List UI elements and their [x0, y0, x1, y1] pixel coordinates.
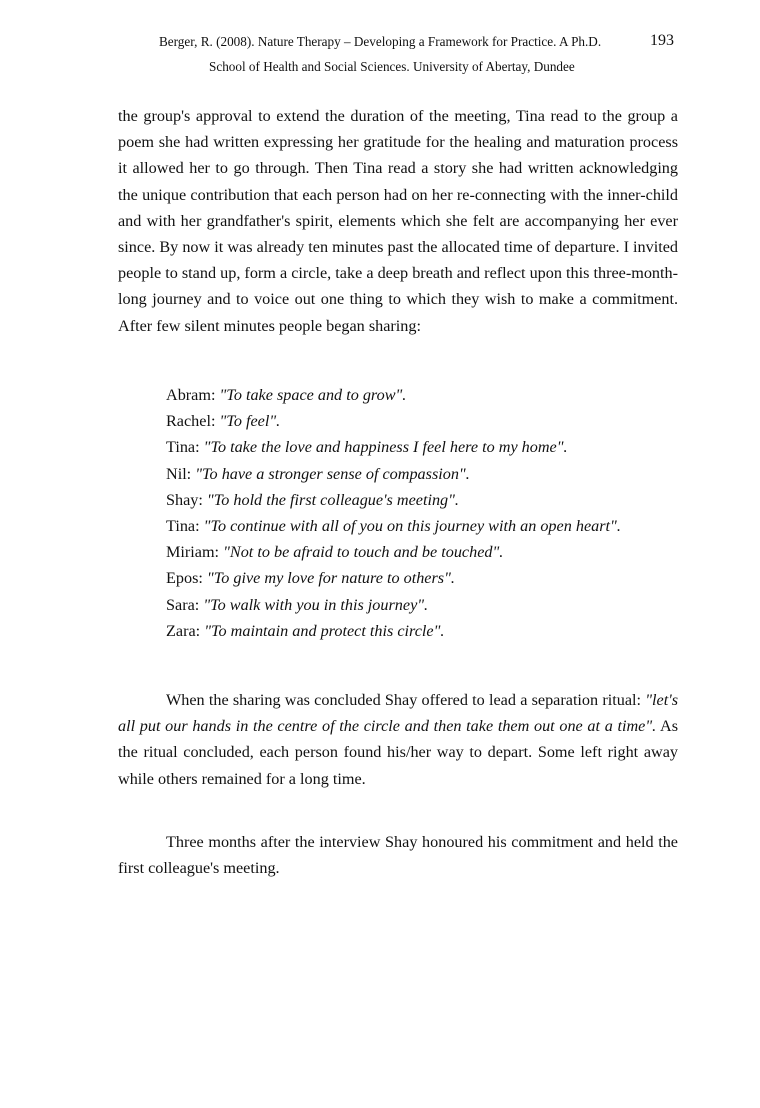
quote-item [166, 434, 621, 460]
quote-item [166, 513, 621, 539]
body-paragraph-3 [118, 829, 678, 881]
header-citation: Berger, R. (2008). Nature Therapy – Developing a Framework for Practice. A Ph.D. [159, 34, 602, 49]
quote-speaker: Tina: [166, 438, 200, 457]
paragraph-text-after: As the ritual concluded, each person found his/her way to depart. Some left right away while others remained for a long time. [118, 717, 678, 788]
quote-text: "To take the love and happiness I feel here to my home". [203, 438, 568, 457]
body-paragraph-1 [118, 103, 678, 339]
quote-text: "To have a stronger sense of compassion". [195, 464, 470, 483]
quote-text: "To feel". [219, 412, 281, 431]
page-number: 193 [650, 32, 674, 49]
quote-speaker: Nil: [166, 464, 192, 483]
quote-speaker: Epos: [166, 569, 203, 588]
quote-item [166, 592, 621, 618]
quote-item [166, 461, 621, 487]
paragraph-text: Three months after the interview Shay honoured his commitment and held the first colleague's meeting. [118, 833, 678, 878]
quote-text: "To continue with all of you on this journey with an open heart". [203, 517, 621, 536]
quote-speaker: Zara: [166, 621, 201, 640]
quote-text: "To walk with you in this journey". [203, 595, 429, 614]
quote-item [166, 539, 621, 565]
quote-item [166, 408, 621, 434]
quote-speaker: Tina: [166, 517, 200, 536]
body-paragraph-2 [118, 687, 678, 792]
quote-speaker: Abram: [166, 386, 216, 404]
quote-speaker: Sara: [166, 595, 200, 614]
paragraph-text [118, 687, 678, 792]
quote-item [166, 382, 621, 408]
paragraph-text: the group's approval to extend the duration of the meeting, Tina read to the group a poem she had written expressing her gratitude for the healing and maturation process it allowed her to go through. Then Tina read a story she had written acknowledging the unique contribution that each person had on her re-connecting with the inner-child and with her grandfather's spirit, elements which she felt are accompanying her ever since. By now it was already ten minutes past the allocated time of departure. I invited people to stand up, form a circle, take a deep breath and reflect upon this three-month-long journey and to voice out one thing to which they wish to make a commitment. After few silent minutes people began sharing: [118, 107, 678, 335]
paragraph-text-before: When the sharing was concluded Shay offered to lead a separation ritual: [166, 691, 646, 709]
quote-speaker: Miriam: [166, 543, 220, 562]
quote-text: "To hold the first colleague's meeting". [206, 490, 459, 509]
quote-text: "To give my love for nature to others". [206, 569, 455, 588]
quote-speaker: Rachel: [166, 412, 216, 431]
quote-text: "To take space and to grow". [219, 386, 407, 404]
quote-text: "Not to be afraid to touch and be touched". [223, 543, 504, 562]
quote-item [166, 565, 621, 591]
quote-item [166, 487, 621, 513]
quote-speaker: Shay: [166, 490, 203, 509]
quote-item [166, 618, 621, 644]
ritual-quote: "let's all put our hands in the centre of the circle and then take them out one at a time". [118, 691, 678, 736]
quote-text: "To maintain and protect this circle". [204, 621, 445, 640]
header-institution: School of Health and Social Sciences. University of Abertay, Dundee [209, 59, 575, 74]
commitment-quotes-list [166, 382, 621, 644]
